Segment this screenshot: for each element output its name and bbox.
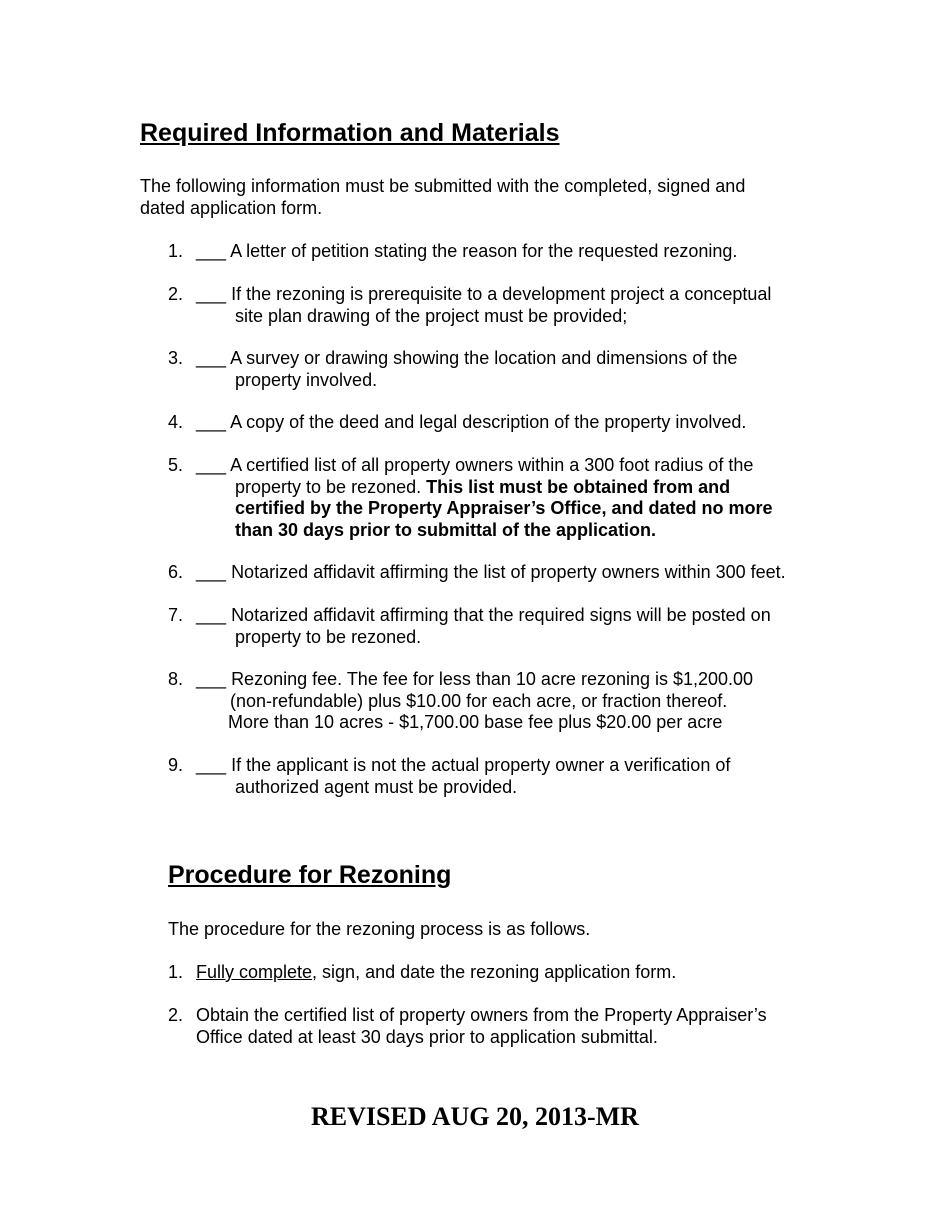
step-text: , sign, and date the rezoning application form. xyxy=(312,962,677,982)
bold-notice: This list must be obtained from and xyxy=(426,476,731,497)
item-number: 9. xyxy=(168,755,184,775)
step-number: 2. xyxy=(168,1005,184,1025)
underlined-text: Fully complete xyxy=(196,962,313,982)
item-number: 8. xyxy=(168,669,184,689)
item-text: A copy of the deed and legal description of the property involved. xyxy=(230,412,747,432)
item-text: A certified list of all property owners within a 300 foot radius of the xyxy=(230,455,754,475)
item-number: 4. xyxy=(168,412,184,432)
item-number: 1. xyxy=(168,241,184,261)
step-text-cont: Office dated at least 30 days prior to application submittal. xyxy=(196,1026,658,1047)
item-text: A letter of petition stating the reason for the requested rezoning. xyxy=(230,241,738,261)
item-text-cont: site plan drawing of the project must be provided; xyxy=(235,305,628,326)
item-number: 2. xyxy=(168,284,184,304)
procedure-intro: The procedure for the rezoning process is as follows. xyxy=(168,919,591,939)
item-text-cont: property involved. xyxy=(235,369,378,390)
step-number: 1. xyxy=(168,962,184,982)
item-text-cont: property to be rezoned. xyxy=(235,476,422,497)
bold-notice-cont: than 30 days prior to submittal of the application. xyxy=(235,519,657,540)
step-text: Obtain the certified list of property owners from the Property Appraiser’s xyxy=(196,1005,767,1025)
checkbox-blank: ___ xyxy=(196,455,227,475)
checkbox-blank: ___ xyxy=(196,241,227,261)
checkbox-blank: ___ xyxy=(196,669,227,689)
checkbox-blank: ___ xyxy=(196,412,227,432)
item-number: 3. xyxy=(168,348,184,368)
item-text-cont: authorized agent must be provided. xyxy=(235,776,518,797)
checkbox-blank: ___ xyxy=(196,562,227,582)
intro-line-1: The following information must be submitted with the completed, signed and xyxy=(140,176,746,196)
item-number: 7. xyxy=(168,605,184,625)
checkbox-blank: ___ xyxy=(196,284,227,304)
item-number: 5. xyxy=(168,455,184,475)
item-text: If the applicant is not the actual property owner a verification of xyxy=(231,755,731,775)
section-title-procedure: Procedure for Rezoning xyxy=(168,861,452,889)
intro-paragraph xyxy=(140,176,840,219)
bold-notice-cont: certified by the Property Appraiser’s Office, and dated no more xyxy=(235,498,773,518)
item-text-cont: More than 10 acres - $1,700.00 base fee plus $20.00 per acre xyxy=(228,712,723,732)
item-text: A survey or drawing showing the location and dimensions of the xyxy=(230,348,738,368)
item-text: Rezoning fee. The fee for less than 10 acre rezoning is $1,200.00 xyxy=(231,669,754,689)
item-text: Notarized affidavit affirming that the required signs will be posted on xyxy=(231,605,771,625)
intro-line-2: dated application form. xyxy=(140,197,323,218)
checkbox-blank: ___ xyxy=(196,348,227,368)
item-number: 6. xyxy=(168,562,184,582)
item-text: Notarized affidavit affirming the list of property owners within 300 feet. xyxy=(231,562,786,582)
item-text-cont: property to be rezoned. xyxy=(235,626,422,647)
checkbox-blank: ___ xyxy=(196,755,227,775)
checkbox-blank: ___ xyxy=(196,605,227,625)
revision-footer: REVISED AUG 20, 2013-MR xyxy=(311,1102,639,1131)
item-text-cont: (non-refundable) plus $10.00 for each acre, or fraction thereof. xyxy=(230,690,728,711)
section-title-required-info: Required Information and Materials xyxy=(140,119,560,147)
item-text: If the rezoning is prerequisite to a development project a conceptual xyxy=(231,284,772,304)
